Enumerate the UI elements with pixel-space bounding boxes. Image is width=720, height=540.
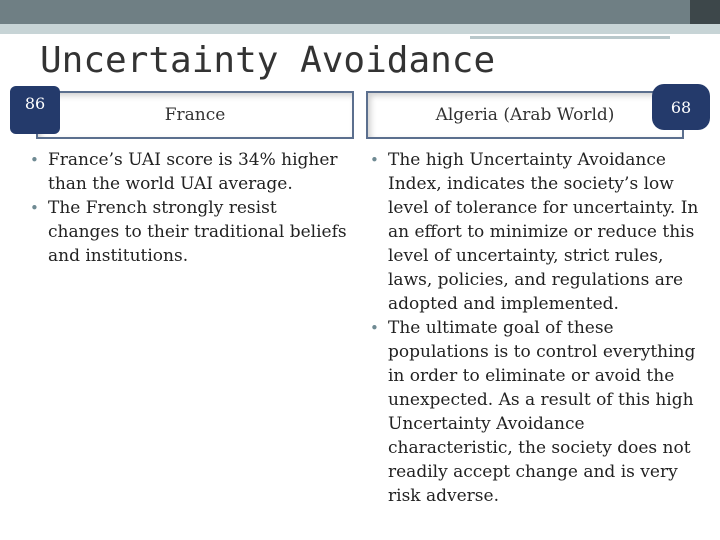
accent-line (0, 24, 720, 34)
list-item: • The high Uncertainty Avoidance Index, indicates the society’s low level of tolerance for uncertainty. In an effort to minimize or reduce this level of uncertainty, strict rules, laws, policies, and regulations are adopted and implemented. (370, 148, 710, 316)
algeria-header: Algeria (Arab World) (366, 91, 684, 139)
list-item: • The ultimate goal of these populations is to control everything in order to eliminate or avoid the unexpected. As a result of this high Uncertainty Avoidance characteristic, the society does not readily accept change and is very risk adverse. (370, 316, 710, 508)
algeria-bullet-list (370, 148, 710, 508)
algeria-score-badge: 68 (652, 84, 710, 130)
list-item: • France’s UAI score is 34% higher than the world UAI average. (30, 148, 352, 196)
france-header: France (36, 91, 354, 139)
top-decor-bar (0, 0, 720, 24)
list-item: • The French strongly resist changes to their traditional beliefs and institutions. (30, 196, 352, 268)
accent-line-short (470, 36, 670, 39)
france-score-badge: 86 (10, 86, 60, 134)
france-bullet-list (30, 148, 352, 268)
slide-title: Uncertainty Avoidance (40, 40, 496, 81)
top-decor-corner (690, 0, 720, 24)
